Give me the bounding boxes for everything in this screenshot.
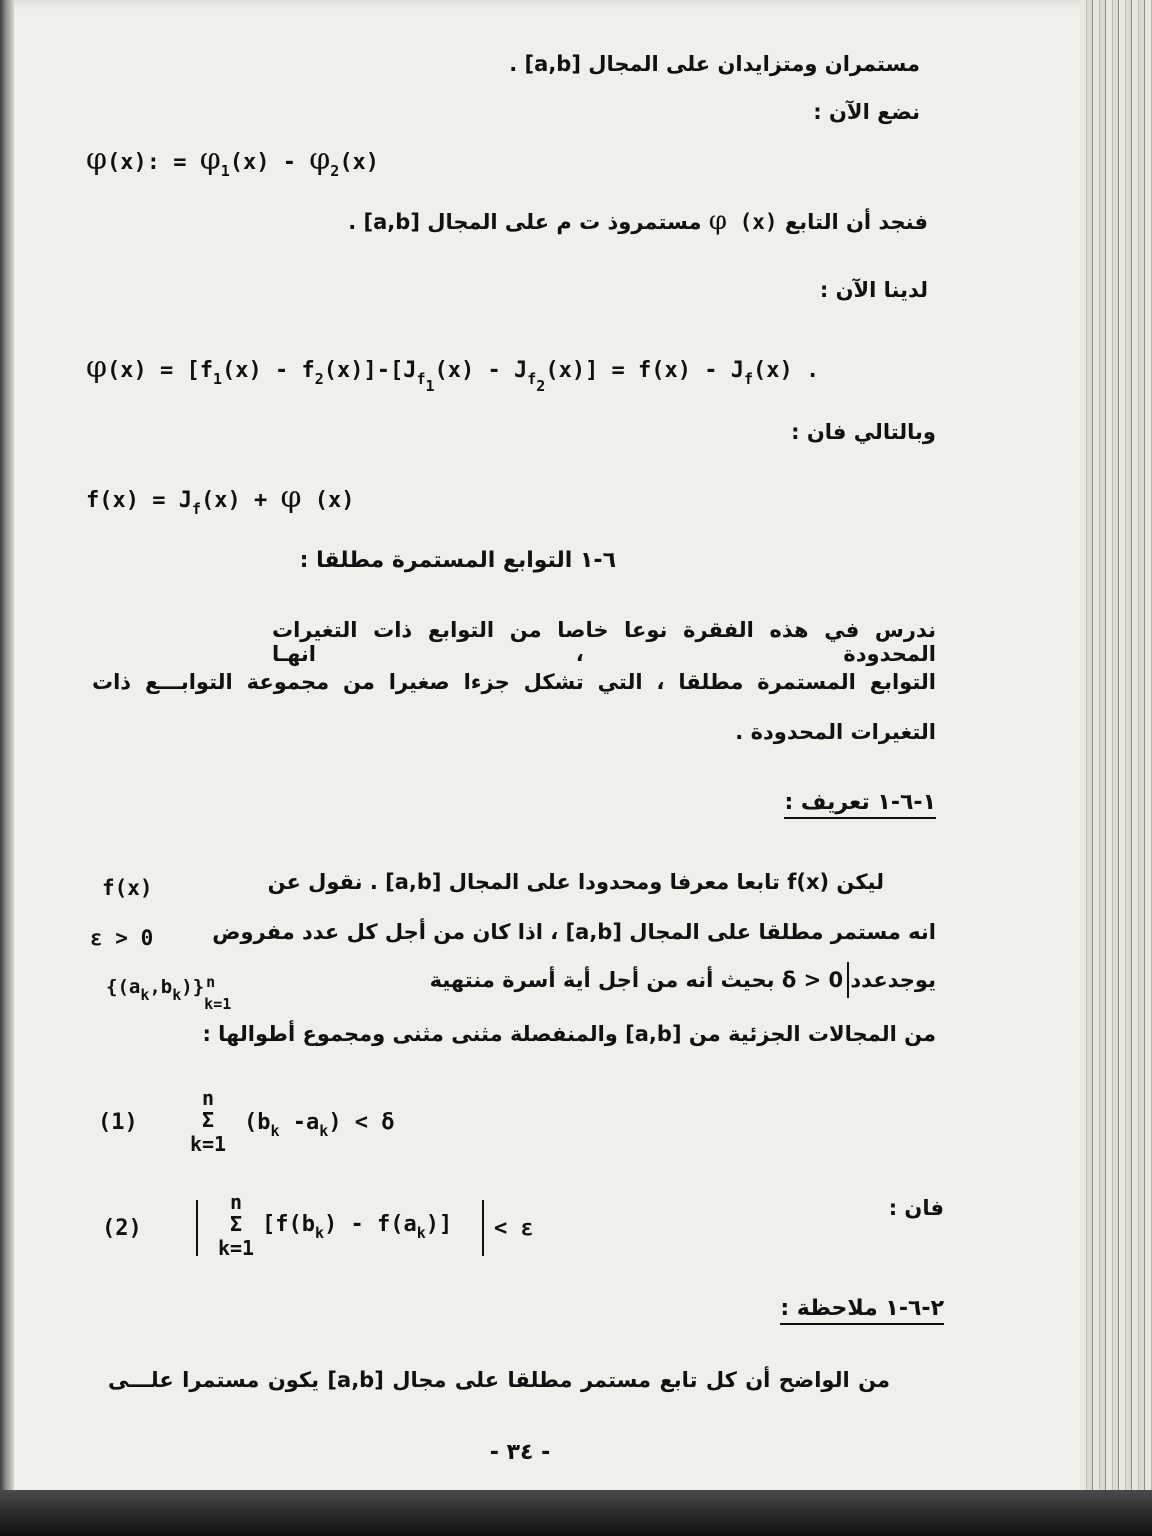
subscript: k bbox=[416, 1224, 426, 1242]
subscript: 2 bbox=[536, 377, 546, 395]
formula-phi-definition bbox=[86, 142, 379, 180]
formula-part: (x) + bbox=[201, 488, 281, 513]
formula-part: (x) = [f bbox=[107, 358, 213, 383]
formula-part: ,b bbox=[149, 976, 173, 998]
text-segment: δ > 0 بحيث أنه من أجل أية أسرة منتهية bbox=[429, 968, 844, 992]
text-segment: عدد bbox=[850, 968, 888, 992]
subscript: k bbox=[140, 986, 150, 1004]
formula-part: )] bbox=[425, 1212, 453, 1237]
formula-part: f(x) = J bbox=[86, 488, 192, 513]
text-line-3 bbox=[348, 206, 928, 236]
sigma-symbol: Σ bbox=[201, 1108, 215, 1132]
formula-part: ) - f(a bbox=[324, 1212, 417, 1237]
formula-part: )} bbox=[181, 976, 205, 998]
section-heading-6-1: ٦-١ التوابع المستمرة مطلقا : bbox=[299, 548, 616, 573]
subscript: 2 bbox=[330, 162, 340, 180]
definition-heading bbox=[784, 790, 936, 815]
formula-part: ) < δ bbox=[328, 1110, 395, 1135]
book-spine-shadow bbox=[0, 0, 14, 1536]
phi-of-x bbox=[708, 206, 778, 236]
absolute-bar-right bbox=[482, 1200, 484, 1256]
formula-part: {(a bbox=[106, 976, 141, 998]
equation-1-label: (1) bbox=[98, 1110, 138, 1135]
definition-line-4: من المجالات الجزئية من [a,b] والمنفصلة مثنى مثنى ومجموع أطوالها : bbox=[202, 1022, 936, 1046]
subscript: 2 bbox=[314, 370, 324, 388]
definition-line-1: ليكن (f(x تابعا معرفا ومحدودا على المجال [a,b] . نقول عن bbox=[267, 870, 884, 894]
formula-f-decomposition bbox=[86, 480, 354, 518]
remark-heading bbox=[780, 1296, 944, 1321]
subscript: 1 bbox=[425, 377, 435, 395]
formula-part: (x): = bbox=[107, 150, 200, 175]
text-segment: مستمروذ ت م على المجال [a,b] . bbox=[348, 210, 702, 234]
formula-part: (x) - J bbox=[434, 358, 528, 383]
definition-epsilon: ε > 0 bbox=[90, 926, 154, 950]
paragraph-line-1: ندرس في هذه الفقرة نوعا خاصا من التوابع ذات التغيرات المحدودة ، انهـا bbox=[272, 618, 936, 666]
text-line-1: مستمران ومتزايدان على المجال [a,b] . bbox=[509, 52, 920, 76]
sum-lower: k=1 bbox=[217, 1236, 255, 1260]
formula-part: [f(b bbox=[262, 1212, 315, 1237]
subscript: f bbox=[744, 370, 754, 388]
text-line-4: لدينا الآن : bbox=[819, 278, 928, 302]
page-number: - ٣٤ - bbox=[489, 1440, 551, 1465]
formula-part: (x) - bbox=[229, 150, 310, 175]
summation-1 bbox=[186, 1086, 230, 1160]
formula-part: -a bbox=[279, 1110, 320, 1135]
remark-heading-text: ٢-٦-١ ملاحظة : bbox=[780, 1296, 944, 1325]
subscript: k bbox=[270, 1122, 280, 1140]
summation-2 bbox=[214, 1190, 258, 1264]
absolute-bar-left bbox=[196, 1200, 198, 1256]
formula-part: (x) bbox=[301, 488, 355, 513]
sum-upper: n bbox=[229, 1190, 243, 1214]
subscript: k=1 bbox=[204, 995, 232, 1013]
formula-part: (x) bbox=[339, 150, 380, 175]
phi-symbol: φ bbox=[86, 350, 108, 385]
paragraph-line-2: التوابع المستمرة مطلقا ، التي تشكل جزءا صغيرا من مجموعة التوابـــع ذات bbox=[92, 670, 936, 694]
text-segment: يوجد bbox=[887, 968, 936, 992]
superscript: n bbox=[206, 973, 216, 991]
finite-family bbox=[106, 973, 248, 1013]
subscript bbox=[416, 370, 435, 395]
phi-symbol: φ bbox=[86, 142, 108, 177]
sigma-symbol: Σ bbox=[229, 1212, 243, 1236]
subscript bbox=[527, 370, 546, 395]
formula-part: (x)] = f(x) - J bbox=[545, 358, 745, 383]
equation-2-label: (2) bbox=[102, 1216, 142, 1241]
formula-part: (b bbox=[244, 1110, 271, 1135]
definition-line-2: انه مستمر مطلقا على المجال [a,b] ، اذا كان من أجل كل عدد مفروض bbox=[212, 920, 936, 944]
phi-symbol: φ bbox=[280, 480, 302, 515]
subscript: 1 bbox=[220, 162, 230, 180]
remark-line-1: من الواضح أن كل تابع مستمر مطلقا على مجال [a,b] يكون مستمرا علـــى bbox=[108, 1368, 890, 1392]
formula-phi-expansion bbox=[86, 350, 819, 395]
subscript: k bbox=[319, 1122, 329, 1140]
subscript-f: f bbox=[527, 370, 537, 388]
phi-symbol: φ bbox=[708, 206, 727, 236]
subscript: f bbox=[191, 500, 201, 518]
text-segment: فنجد أن التابع bbox=[784, 210, 928, 234]
formula-part: (x)]-[J bbox=[323, 358, 417, 383]
formula-part: (x) - f bbox=[222, 358, 315, 383]
text-segment: (x) bbox=[739, 210, 778, 234]
sum-upper: n bbox=[201, 1086, 215, 1110]
page-stack-edge bbox=[1080, 0, 1152, 1500]
subscript-f: f bbox=[416, 370, 426, 388]
phi-symbol: φ bbox=[199, 142, 221, 177]
phi-symbol: φ bbox=[309, 142, 331, 177]
text-line-2: نضع الآن : bbox=[813, 100, 920, 124]
subscript: k bbox=[314, 1224, 325, 1242]
definition-f-of-x: f(x) bbox=[102, 876, 153, 900]
sum-lower: k=1 bbox=[189, 1132, 227, 1156]
definition-heading-text: ١-٦-١ تعريف : bbox=[784, 790, 936, 819]
formula-part: (x) . bbox=[753, 358, 820, 383]
definition-line-3 bbox=[430, 968, 936, 992]
text-line-5: وبالتالي فان : bbox=[791, 420, 936, 444]
equation-2-body bbox=[262, 1212, 452, 1242]
text-cursor-mark bbox=[847, 962, 849, 998]
equation-1-body bbox=[244, 1110, 395, 1140]
subscript: 1 bbox=[212, 370, 223, 388]
paragraph-line-3: التغيرات المحدودة . bbox=[735, 720, 936, 744]
subscript: k bbox=[172, 986, 182, 1004]
text-then: فان : bbox=[888, 1196, 944, 1220]
equation-2-rhs: < ε bbox=[494, 1216, 534, 1241]
scan-bottom-shadow bbox=[0, 1490, 1152, 1536]
